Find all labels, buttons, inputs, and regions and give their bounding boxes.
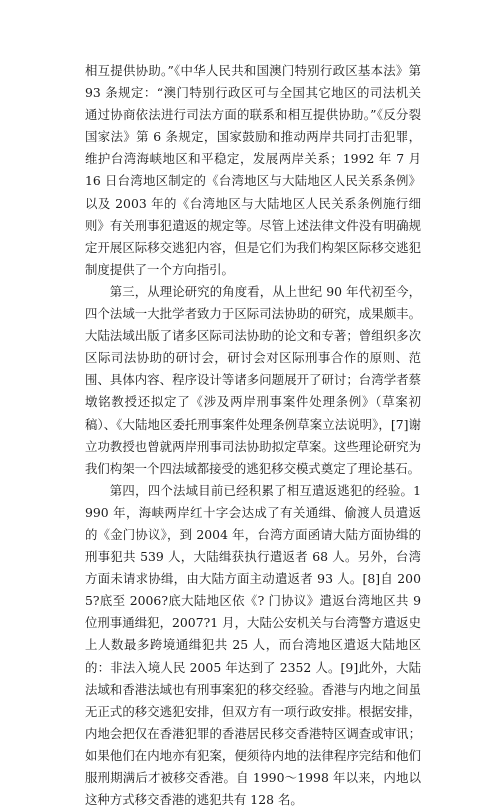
document-body — [85, 60, 421, 811]
paragraph-theory-research: 第三，从理论研究的角度看，从上世纪 90 年代初至今，四个法域一大批学者致力于区际司法协助的研究，成果颇丰。大陆法域出版了诸多区际司法协助的论文和专著；曾组织多次区际司法协助的研讨会，研讨会对区际刑事合作的原则、范围、具体内容、程序设计等诸多问题展开了研讨；台湾学者蔡墩铭教授还拟定了《涉及两岸刑事案件处理条例》（草案初稿）、《大陆地区委托刑事案件处理条例草案立法说明》，[7]谢立功教授也曾就两岸刑事司法协助拟定草案。这些理论研究为我们构架一个四法域都接受的逃犯移交模式奠定了理论基石。 — [85, 283, 421, 476]
paragraph-legal-basis: 相互提供协助。”《中华人民共和国澳门特别行政区基本法》第 93 条规定：“澳门特别行政区可与全国其它地区的司法机关通过协商依法进行司法方面的联系和相互提供协助。”《反分裂国家法》第 6 条规定，国家鼓励和推动两岸共同打击犯罪，维护台湾海峡地区和平稳定，发展两岸关系；1992 年 7 月 16 日台湾地区制定的《台湾地区与大陆地区人民关系条例》以及 2003 年的《台湾地区与大陆地区人民关系条例施行细则》有关刑事犯遣返的规定等。尽管上述法律文件没有明确规定开展区际移交逃犯内容，但是它们为我们构架区际移交逃犯制度提供了一个方向指引。 — [85, 63, 421, 277]
paragraph-repatriation-experience: 第四，四个法域目前已经积累了相互遣返逃犯的经验。1990 年，海峡两岸红十字会达成了有关通缉、偷渡人员遣返的《金门协议》，到 2004 年，台湾方面函请大陆方面协缉的刑事犯共 539 人，大陆缉获执行遣返者 68 人。另外，台湾方面未请求协缉，由大陆方面主动遣返者 93 人。[8]自 2005?底至 2006?底大陆地区依《? 门协议》遣返台湾地区共 9 位刑事通缉犯，2007?1 月，大陆公安机关与台湾警方遣返史上人数最多跨境通缉犯共 25 人，而台湾地区遣返大陆地区的：非法入境人民 2005 年达到了 2352 人。[9]此外，大陆法域和香港法域也有刑事案犯的移交经验。香港与内地之间虽无正式的移交逃犯安排，但双方有一项行政安排。根据安排，内地会把仅在香港犯罪的香港居民移交香港特区调查或审讯；如果他们在内地亦有犯案，便须待内地的法律程序完结和他们服刑期满后才被移交香港。自 1990～1998 年以来，内地以这种方式移交香港的逃犯共有 128 名。 — [85, 482, 421, 808]
